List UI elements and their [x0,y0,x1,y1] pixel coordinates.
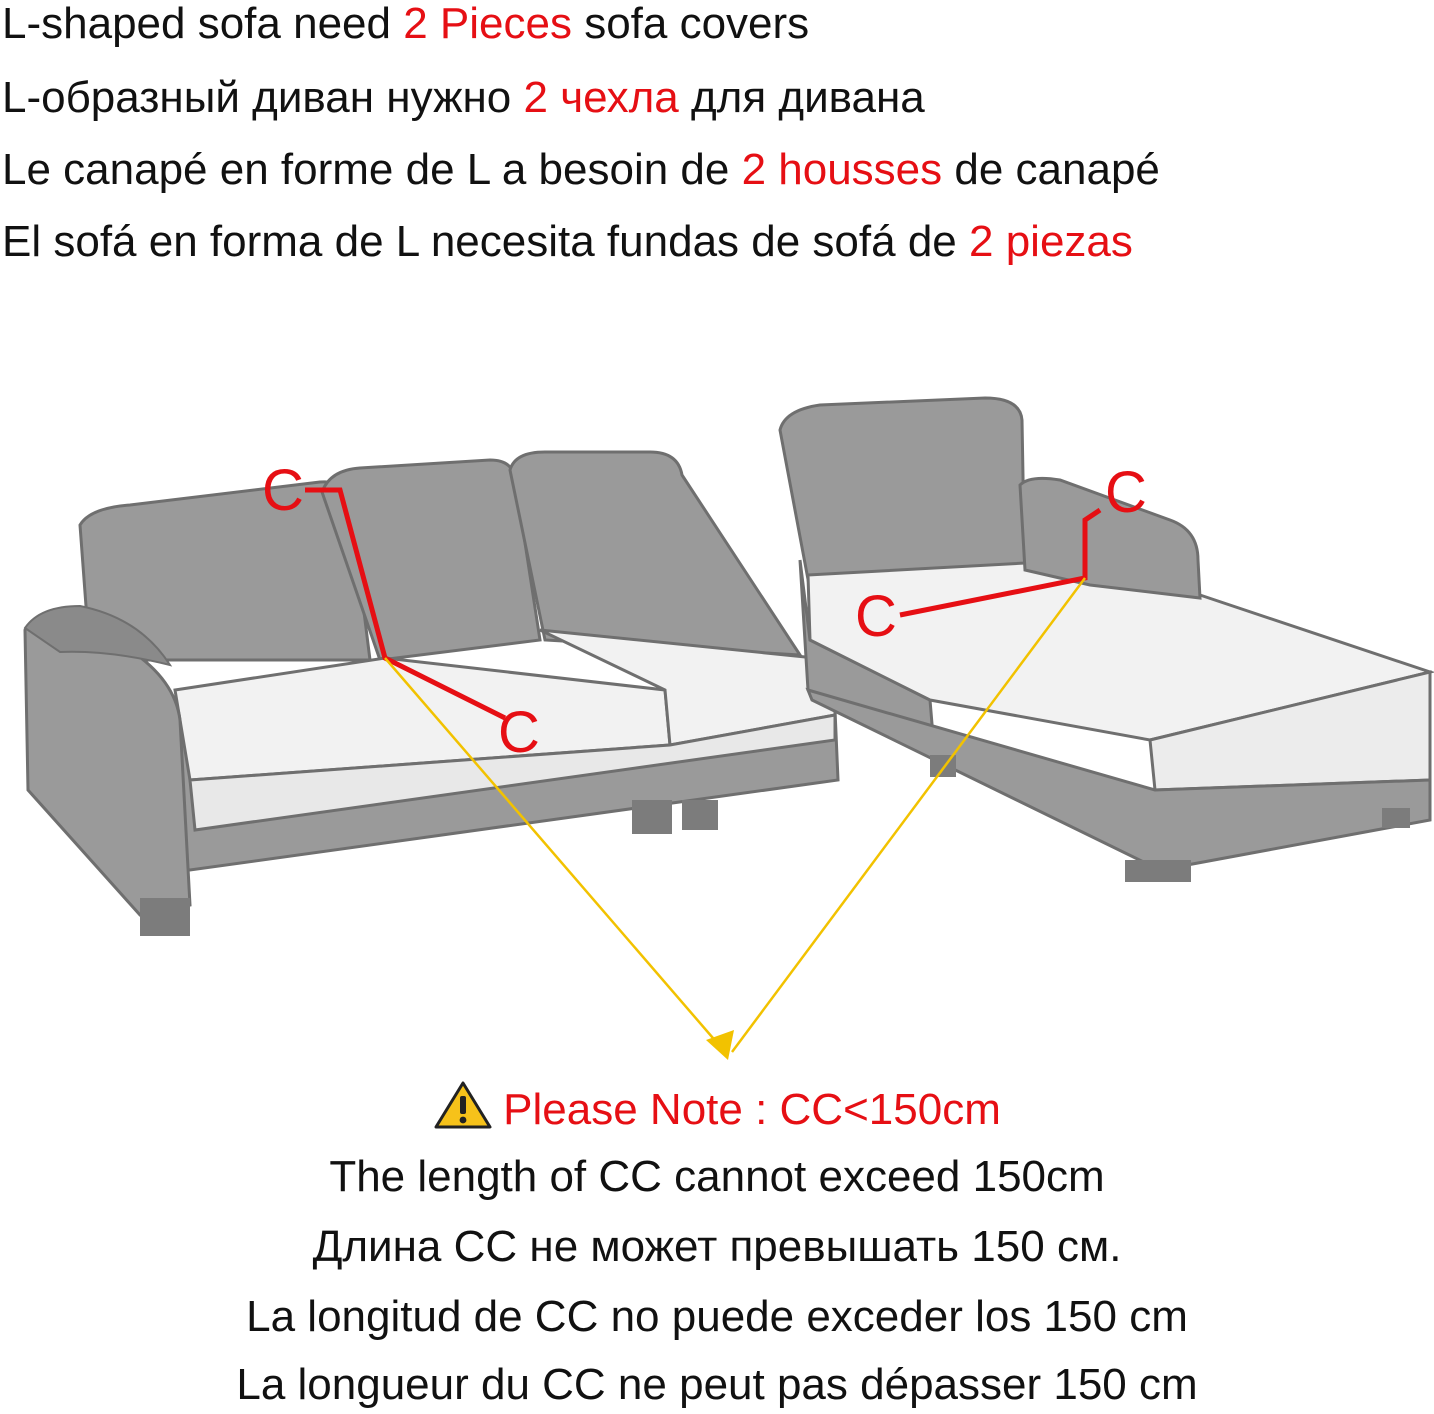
header-highlight: 2 Pieces [403,0,572,48]
header-line-english [2,0,809,48]
point-label-c: C [1105,460,1147,525]
header-text: L-образный диван нужно [2,73,524,122]
header-text: de canapé [942,145,1160,194]
point-label-c: C [262,458,304,523]
sofa-leg [140,898,190,936]
back-cushion [510,452,800,655]
sofa-leg [682,800,718,830]
sofa-illustration [0,380,1434,1080]
header-text: Le canapé en forme de L a besoin de [2,145,742,194]
point-label-c: C [498,700,540,765]
sofa-leg [1125,860,1191,882]
note-line-english: The length of CC cannot exceed 150cm [329,1152,1105,1201]
warning-icon [433,1080,493,1130]
sofa-leg [632,800,672,834]
header-text: sofa covers [571,0,810,48]
note-title [0,1080,1434,1135]
note-line-spanish: La longitud de CC no puede exceder los 150 cm [246,1292,1188,1341]
header-highlight: 2 piezas [969,217,1133,266]
point-label-c: C [855,584,897,649]
header-line-spanish [2,218,1133,266]
header-text: для дивана [678,73,925,122]
header-text: L-shaped sofa need [2,0,404,48]
header-highlight: 2 чехла [523,73,679,122]
left-sofa [25,452,838,936]
chaise-back [780,398,1025,590]
note-title-text: Please Note : CC<150cm [503,1085,1001,1134]
header-line-french [2,146,1160,194]
sofa-leg [1382,808,1410,828]
note-line-french: La longueur du CC ne peut pas dépasser 150 cm [236,1360,1198,1409]
header-text: El sofá en forma de L necesita fundas de sofá de [2,217,969,266]
header-highlight: 2 housses [741,145,943,194]
header-line-russian [2,74,925,122]
note-line-russian: Длина CC не может превышать 150 см. [312,1222,1122,1271]
